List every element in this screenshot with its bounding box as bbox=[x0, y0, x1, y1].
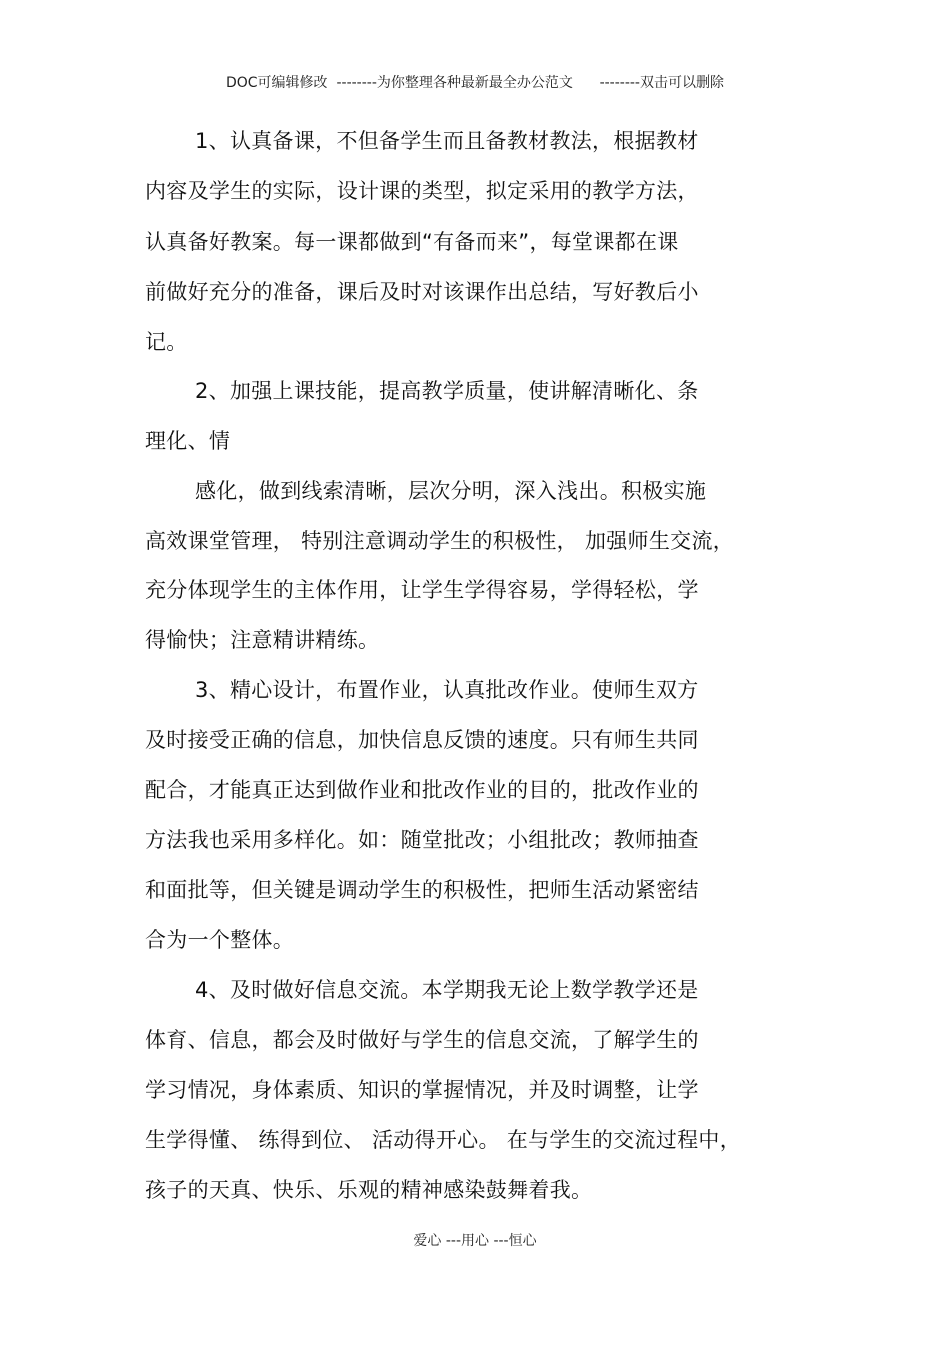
paragraph-line: 和面批等，但关键是调动学生的积极性，把师生活动紧密结 bbox=[145, 878, 699, 902]
paragraph-line: 及时接受正确的信息，加快信息反馈的速度。只有师生共同 bbox=[145, 728, 699, 752]
page-header: DOC可编辑修改 --------为你整理各种最新最全办公范文 --------双击可以删除 bbox=[225, 75, 724, 91]
page-footer: 爱心 ---用心 ---恒心 bbox=[413, 1233, 537, 1249]
paragraph-line: 充分体现学生的主体作用，让学生学得容易，学得轻松，学 bbox=[145, 578, 699, 602]
paragraph-line: 配合，才能真正达到做作业和批改作业的目的，批改作业的 bbox=[145, 778, 699, 802]
paragraph-line: 理化、情 bbox=[145, 429, 231, 453]
paragraph-line: 感化，做到线索清晰，层次分明，深入浅出。积极实施 bbox=[195, 479, 707, 503]
paragraph-line: 生学得懂、 练得到位、 活动得开心。 在与学生的交流过程中， bbox=[145, 1128, 742, 1152]
paragraph-line: 体育、信息，都会及时做好与学生的信息交流，了解学生的 bbox=[145, 1028, 699, 1052]
paragraph-line: 4、及时做好信息交流。本学期我无论上数学教学还是 bbox=[195, 978, 699, 1002]
paragraph-line: 3、精心设计，布置作业，认真批改作业。使师生双方 bbox=[195, 678, 699, 702]
paragraph-line: 2、加强上课技能，提高教学质量，使讲解清晰化、条 bbox=[195, 379, 699, 403]
paragraph-line: 高效课堂管理， 特别注意调动学生的积极性， 加强师生交流， bbox=[145, 529, 735, 553]
paragraph-line: 内容及学生的实际，设计课的类型，拟定采用的教学方法， bbox=[145, 179, 699, 203]
paragraph-line: 学习情况，身体素质、知识的掌握情况，并及时调整，让学 bbox=[145, 1078, 699, 1102]
paragraph-line: 方法我也采用多样化。如：随堂批改；小组批改；教师抽查 bbox=[145, 828, 699, 852]
paragraph-line: 记。 bbox=[145, 330, 188, 354]
paragraph-line: 前做好充分的准备，课后及时对该课作出总结，写好教后小 bbox=[145, 280, 699, 304]
paragraph-line: 认真备好教案。每一课都做到“有备而来”，每堂课都在课 bbox=[145, 230, 679, 254]
paragraph-line: 孩子的天真、快乐、乐观的精神感染鼓舞着我。 bbox=[145, 1178, 593, 1202]
paragraph-line: 得愉快；注意精讲精练。 bbox=[145, 628, 380, 652]
paragraph-line: 1、认真备课，不但备学生而且备教材教法，根据教材 bbox=[195, 129, 699, 153]
paragraph-line: 合为一个整体。 bbox=[145, 928, 295, 952]
